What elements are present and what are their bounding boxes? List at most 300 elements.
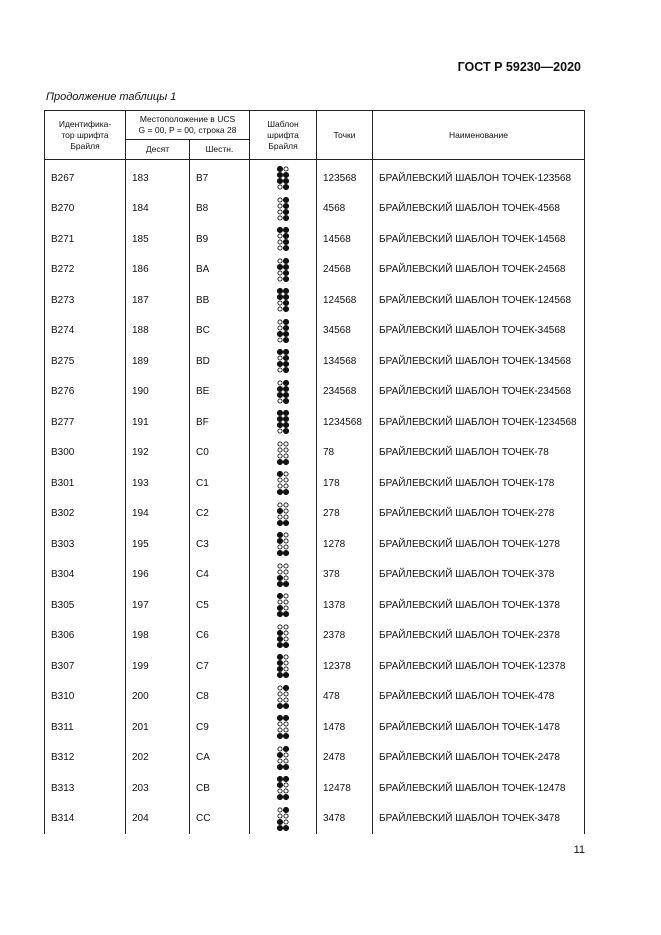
- cell-dec: 191: [126, 407, 190, 438]
- col-header-id: Идентифика- тор шрифта Брайля: [45, 111, 126, 160]
- cell-id: B313: [45, 773, 126, 804]
- braille-dot-1: [278, 625, 282, 629]
- braille-dot-6: [284, 484, 288, 488]
- braille-dot-3: [278, 515, 282, 519]
- cell-hex: BA: [190, 255, 250, 286]
- braille-dot-3: [277, 392, 282, 397]
- cell-name: БРАЙЛЕВСКИЙ ШАБЛОН ТОЧЕК-1378: [373, 590, 585, 621]
- braille-table: [44, 110, 585, 834]
- braille-cell-icon: [277, 258, 289, 282]
- braille-dot-8: [283, 520, 288, 525]
- cell-hex: B9: [190, 224, 250, 255]
- braille-dot-2: [278, 204, 282, 208]
- cell-id: B300: [45, 438, 126, 469]
- braille-cell-icon: [277, 624, 289, 648]
- cell-hex: C2: [190, 499, 250, 530]
- braille-dot-4: [284, 655, 288, 659]
- braille-dot-2: [278, 234, 282, 238]
- braille-dot-8: [283, 307, 288, 312]
- braille-dot-2: [277, 173, 282, 178]
- cell-hex: C4: [190, 560, 250, 591]
- braille-dot-3: [277, 179, 282, 184]
- braille-dot-8: [283, 581, 288, 586]
- braille-dot-7: [278, 429, 282, 433]
- braille-dot-5: [283, 325, 288, 330]
- braille-dot-5: [284, 478, 288, 482]
- braille-dot-8: [283, 185, 288, 190]
- cell-id: B274: [45, 316, 126, 347]
- braille-dot-1: [277, 228, 282, 233]
- braille-dot-5: [283, 264, 288, 269]
- braille-dot-4: [284, 533, 288, 537]
- braille-dot-7: [278, 307, 282, 311]
- table-row: [45, 160, 585, 194]
- cell-braille-pattern: [250, 468, 317, 499]
- table-row: [45, 621, 585, 652]
- cell-dots: 478: [317, 682, 373, 713]
- cell-hex: BF: [190, 407, 250, 438]
- braille-dot-8: [283, 551, 288, 556]
- braille-cell-icon: [277, 685, 289, 709]
- braille-dot-2: [278, 326, 282, 330]
- braille-dot-4: [284, 503, 288, 507]
- braille-dot-8: [283, 429, 288, 434]
- cell-name: БРАЙЛЕВСКИЙ ШАБЛОН ТОЧЕК-478: [373, 682, 585, 713]
- braille-dot-6: [284, 789, 288, 793]
- braille-dot-4: [284, 564, 288, 568]
- braille-dot-8: [283, 642, 288, 647]
- braille-dot-8: [283, 825, 288, 830]
- cell-braille-pattern: [250, 346, 317, 377]
- cell-name: БРАЙЛЕВСКИЙ ШАБЛОН ТОЧЕК-2378: [373, 621, 585, 652]
- braille-dot-8: [283, 673, 288, 678]
- braille-dot-6: [283, 240, 288, 245]
- cell-dec: 190: [126, 377, 190, 408]
- braille-dot-5: [284, 783, 288, 787]
- braille-dot-6: [284, 820, 288, 824]
- braille-dot-5: [284, 631, 288, 635]
- cell-hex: C1: [190, 468, 250, 499]
- cell-id: B276: [45, 377, 126, 408]
- braille-dot-8: [283, 764, 288, 769]
- braille-dot-1: [278, 808, 282, 812]
- braille-cell-icon: [277, 288, 289, 312]
- cell-braille-pattern: [250, 407, 317, 438]
- braille-dot-6: [283, 392, 288, 397]
- braille-dot-6: [284, 759, 288, 763]
- table-row: [45, 743, 585, 774]
- cell-dots: 4568: [317, 194, 373, 225]
- cell-braille-pattern: [250, 804, 317, 835]
- cell-dec: 204: [126, 804, 190, 835]
- braille-cell-icon: [277, 349, 289, 373]
- cell-hex: C9: [190, 712, 250, 743]
- braille-dot-2: [277, 386, 282, 391]
- cell-dots: 12478: [317, 773, 373, 804]
- braille-dot-6: [284, 667, 288, 671]
- cell-dec: 187: [126, 285, 190, 316]
- cell-dots: 3478: [317, 804, 373, 835]
- cell-id: B275: [45, 346, 126, 377]
- cell-dots: 1278: [317, 529, 373, 560]
- braille-dot-6: [284, 576, 288, 580]
- braille-dot-3: [277, 636, 282, 641]
- cell-id: B272: [45, 255, 126, 286]
- cell-id: B310: [45, 682, 126, 713]
- cell-dots: 234568: [317, 377, 373, 408]
- braille-dot-6: [284, 698, 288, 702]
- braille-cell-icon: [277, 227, 289, 251]
- cell-dots: 34568: [317, 316, 373, 347]
- cell-name: БРАЙЛЕВСКИЙ ШАБЛОН ТОЧЕК-1234568: [373, 407, 585, 438]
- cell-dec: 186: [126, 255, 190, 286]
- braille-dot-3: [278, 759, 282, 763]
- braille-cell-icon: [277, 380, 289, 404]
- cell-hex: C0: [190, 438, 250, 469]
- cell-braille-pattern: [250, 743, 317, 774]
- braille-dot-7: [278, 246, 282, 250]
- braille-dot-7: [277, 581, 282, 586]
- braille-dot-2: [277, 539, 282, 544]
- braille-dot-5: [284, 661, 288, 665]
- cell-braille-pattern: [250, 285, 317, 316]
- braille-dot-4: [284, 167, 288, 171]
- cell-dec: 188: [126, 316, 190, 347]
- table-row: [45, 438, 585, 469]
- braille-dot-4: [283, 411, 288, 416]
- braille-dot-7: [277, 764, 282, 769]
- table-row: [45, 529, 585, 560]
- cell-dots: 178: [317, 468, 373, 499]
- braille-dot-1: [278, 259, 282, 263]
- cell-dots: 1234568: [317, 407, 373, 438]
- cell-dec: 195: [126, 529, 190, 560]
- braille-dot-4: [283, 716, 288, 721]
- cell-name: БРАЙЛЕВСКИЙ ШАБЛОН ТОЧЕК-14568: [373, 224, 585, 255]
- cell-braille-pattern: [250, 651, 317, 682]
- braille-dot-2: [278, 570, 282, 574]
- braille-dot-6: [283, 179, 288, 184]
- braille-dot-3: [277, 575, 282, 580]
- cell-dots: 278: [317, 499, 373, 530]
- cell-hex: BE: [190, 377, 250, 408]
- braille-dot-6: [284, 606, 288, 610]
- table-caption: Продолжение таблицы 1: [46, 91, 177, 103]
- cell-dec: 199: [126, 651, 190, 682]
- braille-dot-7: [277, 612, 282, 617]
- braille-cell-icon: [277, 441, 289, 465]
- braille-dot-2: [278, 478, 282, 482]
- table-row: [45, 346, 585, 377]
- cell-braille-pattern: [250, 499, 317, 530]
- cell-braille-pattern: [250, 160, 317, 194]
- braille-dot-5: [284, 570, 288, 574]
- braille-dot-4: [284, 625, 288, 629]
- cell-braille-pattern: [250, 560, 317, 591]
- cell-dots: 124568: [317, 285, 373, 316]
- braille-dot-4: [283, 807, 288, 812]
- table-row: [45, 377, 585, 408]
- table-row: [45, 255, 585, 286]
- cell-braille-pattern: [250, 438, 317, 469]
- cell-dec: 192: [126, 438, 190, 469]
- cell-id: B273: [45, 285, 126, 316]
- cell-name: БРАЙЛЕВСКИЙ ШАБЛОН ТОЧЕК-234568: [373, 377, 585, 408]
- braille-dot-7: [277, 490, 282, 495]
- braille-dot-4: [283, 350, 288, 355]
- cell-dots: 12378: [317, 651, 373, 682]
- braille-dot-8: [283, 795, 288, 800]
- cell-id: B267: [45, 160, 126, 194]
- braille-dot-3: [278, 698, 282, 702]
- cell-dots: 1378: [317, 590, 373, 621]
- cell-name: БРАЙЛЕВСКИЙ ШАБЛОН ТОЧЕК-12378: [373, 651, 585, 682]
- braille-dot-1: [278, 442, 282, 446]
- braille-dot-5: [283, 234, 288, 239]
- braille-dot-5: [283, 417, 288, 422]
- braille-cell-icon: [277, 471, 289, 495]
- braille-cell-icon: [277, 502, 289, 526]
- braille-dot-5: [283, 356, 288, 361]
- cell-name: БРАЙЛЕВСКИЙ ШАБЛОН ТОЧЕК-4568: [373, 194, 585, 225]
- cell-id: B303: [45, 529, 126, 560]
- table-row: [45, 804, 585, 835]
- cell-name: БРАЙЛЕВСКИЙ ШАБЛОН ТОЧЕК-24568: [373, 255, 585, 286]
- cell-id: B270: [45, 194, 126, 225]
- cell-name: БРАЙЛЕВСКИЙ ШАБЛОН ТОЧЕК-12478: [373, 773, 585, 804]
- braille-cell-icon: [277, 746, 289, 770]
- cell-braille-pattern: [250, 773, 317, 804]
- cell-dec: 201: [126, 712, 190, 743]
- braille-dot-8: [283, 398, 288, 403]
- cell-hex: BC: [190, 316, 250, 347]
- braille-dot-3: [278, 301, 282, 305]
- braille-dot-3: [277, 331, 282, 336]
- braille-cell-icon: [277, 593, 289, 617]
- braille-dot-7: [277, 734, 282, 739]
- braille-dot-7: [277, 703, 282, 708]
- braille-dot-6: [284, 454, 288, 458]
- braille-dot-4: [283, 289, 288, 294]
- braille-dot-4: [283, 228, 288, 233]
- cell-hex: BD: [190, 346, 250, 377]
- braille-dot-4: [284, 472, 288, 476]
- cell-id: B304: [45, 560, 126, 591]
- braille-dot-8: [283, 490, 288, 495]
- braille-dot-3: [277, 362, 282, 367]
- braille-dot-7: [277, 825, 282, 830]
- cell-dots: 24568: [317, 255, 373, 286]
- braille-dot-8: [283, 459, 288, 464]
- cell-name: БРАЙЛЕВСКИЙ ШАБЛОН ТОЧЕК-3478: [373, 804, 585, 835]
- table-row: [45, 651, 585, 682]
- cell-id: B306: [45, 621, 126, 652]
- cell-dec: 183: [126, 160, 190, 194]
- braille-dot-7: [278, 338, 282, 342]
- braille-dot-5: [283, 295, 288, 300]
- braille-dot-5: [283, 203, 288, 208]
- braille-dot-5: [284, 539, 288, 543]
- braille-dot-1: [277, 594, 282, 599]
- col-header-location: Местоположение в UCS G = 00, P = 00, строка 28: [126, 111, 250, 140]
- cell-braille-pattern: [250, 529, 317, 560]
- braille-dot-2: [278, 722, 282, 726]
- braille-dot-2: [277, 783, 282, 788]
- table-row: [45, 194, 585, 225]
- braille-dot-8: [283, 246, 288, 251]
- braille-dot-3: [278, 271, 282, 275]
- cell-name: БРАЙЛЕВСКИЙ ШАБЛОН ТОЧЕК-78: [373, 438, 585, 469]
- braille-dot-5: [284, 448, 288, 452]
- cell-id: B277: [45, 407, 126, 438]
- braille-dot-7: [278, 368, 282, 372]
- cell-dec: 202: [126, 743, 190, 774]
- braille-dot-2: [277, 752, 282, 757]
- braille-dot-1: [277, 411, 282, 416]
- braille-dot-3: [278, 484, 282, 488]
- braille-cell-icon: [277, 807, 289, 831]
- braille-cell-icon: [277, 715, 289, 739]
- braille-dot-7: [278, 277, 282, 281]
- cell-id: B311: [45, 712, 126, 743]
- braille-dot-7: [277, 673, 282, 678]
- braille-dot-1: [277, 289, 282, 294]
- braille-cell-icon: [277, 410, 289, 434]
- braille-dot-3: [277, 423, 282, 428]
- cell-id: B305: [45, 590, 126, 621]
- cell-dots: 2378: [317, 621, 373, 652]
- braille-dot-1: [277, 655, 282, 660]
- braille-dot-6: [283, 209, 288, 214]
- braille-cell-icon: [277, 197, 289, 221]
- cell-dots: 1478: [317, 712, 373, 743]
- cell-braille-pattern: [250, 224, 317, 255]
- cell-dots: 2478: [317, 743, 373, 774]
- cell-hex: CB: [190, 773, 250, 804]
- braille-dot-4: [284, 594, 288, 598]
- braille-dot-8: [283, 276, 288, 281]
- braille-dot-3: [278, 728, 282, 732]
- braille-dot-1: [277, 167, 282, 172]
- braille-dot-3: [277, 819, 282, 824]
- braille-dot-1: [277, 777, 282, 782]
- cell-dec: 185: [126, 224, 190, 255]
- cell-dec: 203: [126, 773, 190, 804]
- cell-braille-pattern: [250, 316, 317, 347]
- braille-dot-4: [283, 380, 288, 385]
- col-header-dots: Точки: [317, 111, 373, 160]
- braille-dot-6: [284, 637, 288, 641]
- braille-dot-8: [283, 215, 288, 220]
- cell-id: B307: [45, 651, 126, 682]
- braille-dot-2: [277, 417, 282, 422]
- braille-dot-8: [283, 612, 288, 617]
- table-row: [45, 316, 585, 347]
- cell-dots: 14568: [317, 224, 373, 255]
- braille-dot-2: [277, 630, 282, 635]
- braille-dot-8: [283, 703, 288, 708]
- braille-cell-icon: [277, 776, 289, 800]
- braille-dot-7: [277, 642, 282, 647]
- cell-name: БРАЙЛЕВСКИЙ ШАБЛОН ТОЧЕК-178: [373, 468, 585, 499]
- cell-braille-pattern: [250, 682, 317, 713]
- cell-hex: C5: [190, 590, 250, 621]
- braille-dot-7: [278, 216, 282, 220]
- braille-dot-2: [278, 448, 282, 452]
- braille-dot-6: [284, 515, 288, 519]
- braille-dot-4: [284, 442, 288, 446]
- braille-dot-2: [278, 692, 282, 696]
- table-row: [45, 682, 585, 713]
- braille-dot-1: [277, 350, 282, 355]
- braille-dot-5: [283, 173, 288, 178]
- braille-dot-6: [283, 331, 288, 336]
- cell-name: БРАЙЛЕВСКИЙ ШАБЛОН ТОЧЕК-123568: [373, 160, 585, 194]
- braille-dot-7: [277, 459, 282, 464]
- braille-dot-6: [283, 362, 288, 367]
- braille-dot-4: [283, 777, 288, 782]
- col-header-pattern: Шаблон шрифта Брайля: [250, 111, 317, 160]
- cell-name: БРАЙЛЕВСКИЙ ШАБЛОН ТОЧЕК-34568: [373, 316, 585, 347]
- braille-dot-6: [283, 270, 288, 275]
- braille-dot-2: [278, 356, 282, 360]
- braille-dot-1: [277, 533, 282, 538]
- braille-cell-icon: [277, 166, 289, 190]
- braille-dot-1: [278, 320, 282, 324]
- cell-hex: C7: [190, 651, 250, 682]
- braille-dot-1: [278, 686, 282, 690]
- braille-dot-8: [283, 368, 288, 373]
- braille-dot-6: [284, 728, 288, 732]
- braille-dot-2: [278, 600, 282, 604]
- braille-cell-icon: [277, 654, 289, 678]
- cell-braille-pattern: [250, 255, 317, 286]
- braille-dot-1: [278, 747, 282, 751]
- braille-dot-1: [278, 198, 282, 202]
- table-row: [45, 224, 585, 255]
- cell-hex: BB: [190, 285, 250, 316]
- cell-hex: C3: [190, 529, 250, 560]
- braille-dot-1: [277, 472, 282, 477]
- cell-name: БРАЙЛЕВСКИЙ ШАБЛОН ТОЧЕК-378: [373, 560, 585, 591]
- cell-hex: C6: [190, 621, 250, 652]
- cell-dec: 194: [126, 499, 190, 530]
- braille-dot-1: [278, 381, 282, 385]
- braille-dot-3: [278, 240, 282, 244]
- cell-dec: 197: [126, 590, 190, 621]
- braille-cell-icon: [277, 563, 289, 587]
- braille-dot-1: [277, 716, 282, 721]
- braille-dot-4: [283, 685, 288, 690]
- cell-hex: CA: [190, 743, 250, 774]
- cell-dec: 200: [126, 682, 190, 713]
- braille-dot-8: [283, 734, 288, 739]
- cell-braille-pattern: [250, 590, 317, 621]
- cell-dots: 134568: [317, 346, 373, 377]
- braille-dot-1: [278, 503, 282, 507]
- braille-dot-6: [284, 545, 288, 549]
- braille-dot-7: [277, 795, 282, 800]
- braille-dot-7: [278, 185, 282, 189]
- braille-dot-2: [277, 295, 282, 300]
- braille-dot-3: [278, 454, 282, 458]
- braille-dot-5: [284, 509, 288, 513]
- braille-dot-5: [284, 722, 288, 726]
- cell-name: БРАЙЛЕВСКИЙ ШАБЛОН ТОЧЕК-1278: [373, 529, 585, 560]
- col-header-hex: Шестн.: [190, 140, 250, 160]
- braille-dot-3: [278, 789, 282, 793]
- cell-dots: 378: [317, 560, 373, 591]
